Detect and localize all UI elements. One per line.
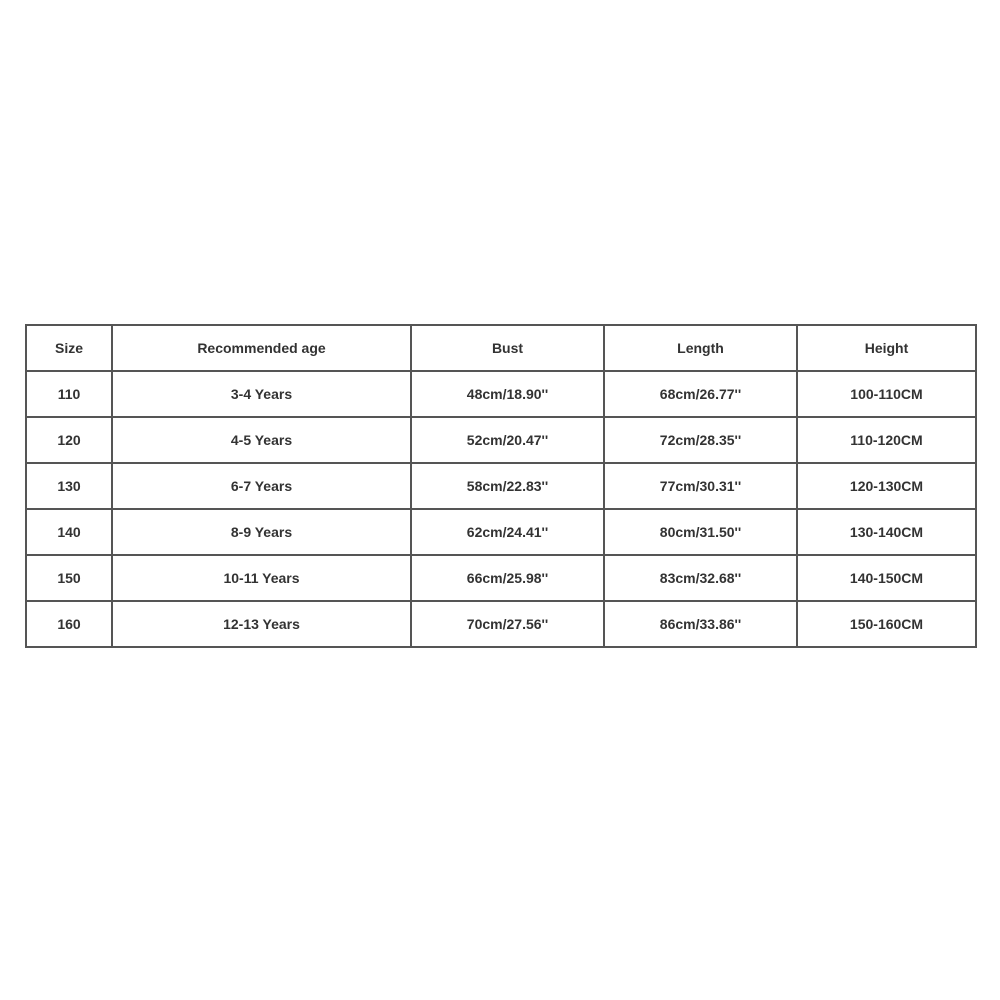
cell-bust: 52cm/20.47''	[411, 417, 604, 463]
cell-length: 83cm/32.68''	[604, 555, 797, 601]
cell-length: 72cm/28.35''	[604, 417, 797, 463]
header-size: Size	[26, 325, 112, 371]
table-row	[26, 371, 976, 417]
table-row	[26, 555, 976, 601]
cell-bust: 70cm/27.56''	[411, 601, 604, 647]
cell-bust: 62cm/24.41''	[411, 509, 604, 555]
cell-length: 68cm/26.77''	[604, 371, 797, 417]
cell-bust: 48cm/18.90''	[411, 371, 604, 417]
table-header-row	[26, 325, 976, 371]
cell-height: 100-110CM	[797, 371, 976, 417]
header-height: Height	[797, 325, 976, 371]
cell-recommended-age: 6-7 Years	[112, 463, 411, 509]
cell-height: 110-120CM	[797, 417, 976, 463]
cell-recommended-age: 8-9 Years	[112, 509, 411, 555]
cell-recommended-age: 10-11 Years	[112, 555, 411, 601]
cell-recommended-age: 4-5 Years	[112, 417, 411, 463]
header-recommended-age: Recommended age	[112, 325, 411, 371]
cell-size: 130	[26, 463, 112, 509]
header-bust: Bust	[411, 325, 604, 371]
cell-size: 160	[26, 601, 112, 647]
cell-height: 120-130CM	[797, 463, 976, 509]
table-row	[26, 509, 976, 555]
cell-length: 77cm/30.31''	[604, 463, 797, 509]
cell-size: 120	[26, 417, 112, 463]
cell-height: 130-140CM	[797, 509, 976, 555]
cell-height: 140-150CM	[797, 555, 976, 601]
cell-recommended-age: 3-4 Years	[112, 371, 411, 417]
cell-bust: 58cm/22.83''	[411, 463, 604, 509]
size-chart-table	[25, 324, 977, 648]
cell-bust: 66cm/25.98''	[411, 555, 604, 601]
cell-height: 150-160CM	[797, 601, 976, 647]
cell-length: 80cm/31.50''	[604, 509, 797, 555]
table-row	[26, 601, 976, 647]
cell-size: 110	[26, 371, 112, 417]
cell-size: 150	[26, 555, 112, 601]
cell-recommended-age: 12-13 Years	[112, 601, 411, 647]
table-row	[26, 463, 976, 509]
cell-length: 86cm/33.86''	[604, 601, 797, 647]
cell-size: 140	[26, 509, 112, 555]
table-row	[26, 417, 976, 463]
header-length: Length	[604, 325, 797, 371]
